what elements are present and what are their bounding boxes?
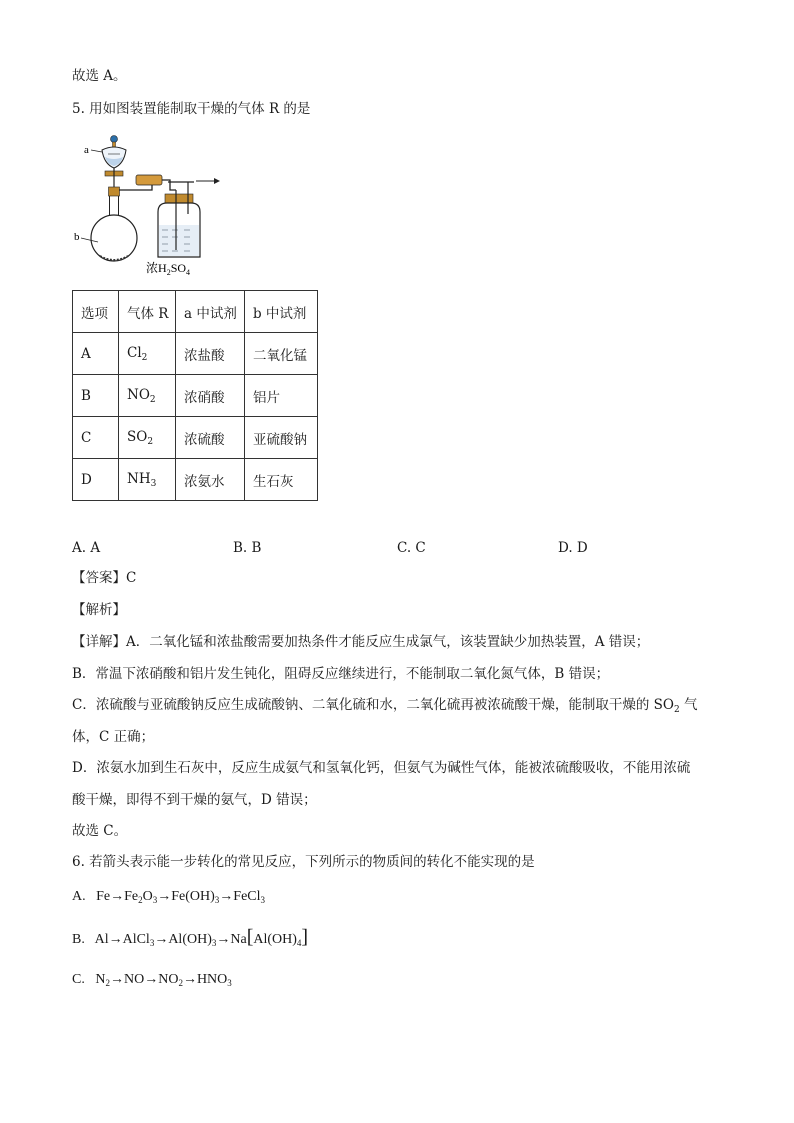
detail-d-line2: 酸干燥，即得不到干燥的氨气，D 错误； [72,792,317,808]
table-row [73,459,318,501]
choice-b[interactable]: B. B [233,540,262,556]
reagent-b-cell: 亚硫酸钠 [245,417,318,459]
q6-option-b[interactable]: B. $Al\to AlCl_3\to Al(OH)_3\to Na[Al(OH)_4]$ [72,926,309,948]
gas-cell: $NO_2$ [119,375,176,417]
table-header-cell: 气体 R [119,291,176,333]
detail-d-line1: D．浓氨水加到生石灰中，反应生成氨气和氢氧化钙，但氨气为碱性气体，能被浓硫酸吸收，不能用浓硫 [72,760,691,776]
question-5-stem: 5. 用如图装置能制取干燥的气体 R 的是 [72,101,311,117]
table-header-cell: a 中试剂 [176,291,245,333]
previous-conclusion: 故选 A。 [72,68,127,84]
detail-tag: 【详解】 [72,634,126,650]
reagent-a-cell: 浓氨水 [176,459,245,501]
reagent-a-cell: 浓硝酸 [176,375,245,417]
analysis-tag: 【解析】 [72,602,126,618]
answer-value: C [126,570,137,586]
gas-cell: $Cl_2$ [119,333,176,375]
table-header-cell: b 中试剂 [245,291,318,333]
answer-line [72,568,136,588]
question-5-conclusion: 故选 C。 [72,823,128,839]
detail-c-line2: 体，C 正确； [72,729,155,745]
gas-cell: $NH_3$ [119,459,176,501]
detail-a: 【详解】A．二氧化锰和浓盐酸需要加热条件才能反应生成氯气，该装置缺少加热装置，A 错误； [72,634,650,650]
figure-caption: 浓$H_2SO_4$ [146,261,191,277]
reagent-a-cell: 浓盐酸 [176,333,245,375]
table-row [73,417,318,459]
reagent-b-cell: 铝片 [245,375,318,417]
choice-a[interactable]: A. A [72,540,101,556]
options-table [72,290,318,501]
table-header-cell: 选项 [73,291,119,333]
table-row [73,375,318,417]
choice-d[interactable]: D. D [558,540,588,556]
reagent-b-cell: 生石灰 [245,459,318,501]
reagent-a-cell: 浓硫酸 [176,417,245,459]
apparatus-diagram [72,130,232,280]
table-header-row [73,291,318,333]
gas-cell: $SO_2$ [119,417,176,459]
choice-c[interactable]: C. C [397,540,426,556]
reagent-b-cell: 二氧化锰 [245,333,318,375]
label-a: a [84,144,89,156]
label-b: b [74,231,80,243]
answer-choices [72,538,732,558]
detail-b: B．常温下浓硝酸和铝片发生钝化，阻碍反应继续进行，不能制取二氧化氮气体，B 错误； [72,666,610,682]
option-cell: C [73,417,119,459]
q6-option-a[interactable]: A. $Fe\to Fe_2O_3\to Fe(OH)_3\to FeCl_3$ [72,889,266,905]
question-6-stem: 6. 若箭头表示能一步转化的常见反应，下列所示的物质间的转化不能实现的是 [72,854,535,870]
option-cell: D [73,459,119,501]
detail-c-line1: C．浓硫酸与亚硫酸钠反应生成硫酸钠、二氧化硫和水，二氧化硫再被浓硫酸干燥，能制取干燥的 $SO_2$ 气 [72,697,698,715]
table-row [73,333,318,375]
q6-option-c[interactable]: C. $N_2\to NO\to NO_2\to HNO_3$ [72,972,232,988]
option-cell: B [73,375,119,417]
option-cell: A [73,333,119,375]
answer-tag: 【答案】 [72,570,126,586]
